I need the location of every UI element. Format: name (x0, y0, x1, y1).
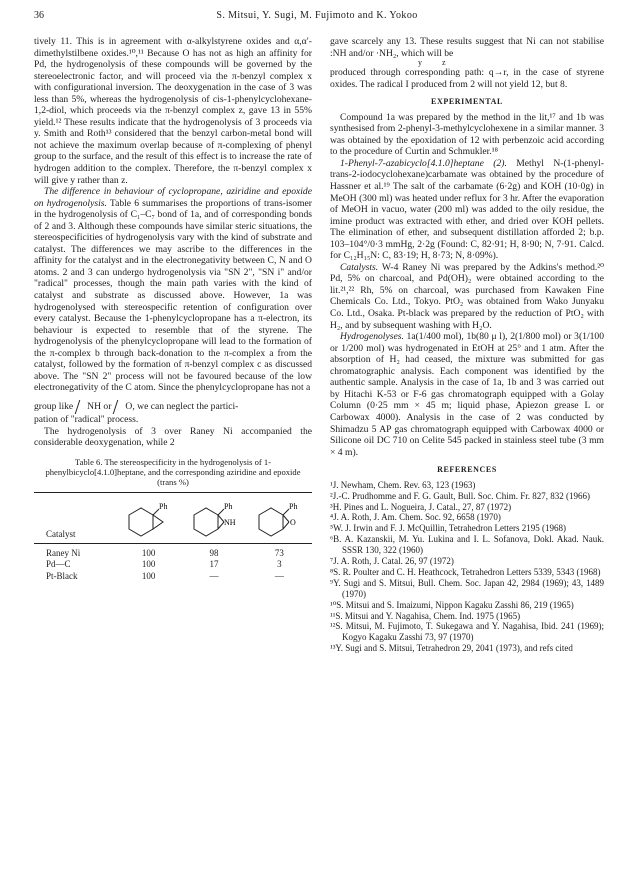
reference-item: ⁷J. A. Roth, J. Catal. 26, 97 (1972) (330, 556, 454, 567)
value-cell: 98 (209, 547, 219, 558)
group-formula-line (34, 400, 312, 414)
table-row (34, 559, 312, 571)
reference-item: ¹³Y. Sugi and S. Mitsui, Tetrahedron 29, 2041 (1973), and refs cited (330, 643, 573, 654)
left-paragraph-2 (34, 186, 312, 394)
structure-epoxide (247, 492, 312, 543)
cyclopropane-structure-icon (121, 501, 177, 541)
group-prefix: group like (34, 401, 74, 413)
table-header-row (34, 492, 312, 543)
value-cell: — (209, 570, 219, 581)
page-number: 36 (34, 10, 44, 21)
left-paragraph-3: The hydrogenolysis of 3 over Raney Ni accompanied the considerable deoxygenation, while 2 (34, 425, 312, 449)
ph-label: Ph (158, 501, 168, 511)
value-cell: 100 (141, 559, 156, 570)
epoxide-structure-icon (251, 501, 307, 541)
page-header (34, 10, 600, 26)
left-column (34, 36, 312, 582)
o-label: O (290, 517, 297, 527)
ph-label: Ph (289, 501, 298, 511)
right-paragraph-1b: produced through corresponding path: q→r, in the case of styrene oxides. The radical I produced from 2 will not yield 12, but 8. (330, 67, 604, 90)
exp-subtitle: Catalysts. (340, 261, 379, 273)
catalyst-cell: Pd—C (46, 559, 71, 570)
value-cell: 3 (277, 559, 282, 570)
reference-item: ¹¹S. Mitsui and Y. Nagahisa, Chem. Ind. 1975 (1965) (330, 610, 521, 621)
table-6 (34, 492, 312, 583)
reference-item: ³H. Pines and L. Nogueira, J. Catal., 27, 87 (1972) (330, 501, 512, 512)
structure-cyclopropane (116, 492, 181, 543)
left-paragraph-2-end: pation of "radical" process. (34, 413, 139, 425)
exp-subtitle: 1-Phenyl-7-azabicyclo[4.1.0]heptane (2). (340, 157, 507, 169)
value-cell: 73 (274, 547, 284, 558)
table-caption: Table 6. The stereospecificity in the hydrogenolysis of 1-phenylbicyclo[4.1.0]heptane, and the corresponding aziridine and epoxide (trans %) (45, 456, 301, 488)
exp-paragraph-2-body: Methyl N-(1-phenyl-trans-2-iodocyclohexane)carbamate was obtained by the procedure of Hassner et al.¹⁹ The salt of the carbamate (6·2g) and KOH (10·0g) in MeOH (300 ml) was heated under reflux for 3 hr. After the evaporation of MeOH in vacuo, water (200 ml) was added to the oily residue, the imine product was extracted with ether, and dried over KOH pellets. The elimination of ether, and subsequent distillation afforded 2; b.p. 103–104°/0·3 mmHg, 2·2g (Found: C, 82·91; H, 8·90; N, 7·91. Calcd. for C₁₂H₁₅N: C, 83·19; H, 8·73; N, 8·09%). (330, 157, 604, 262)
catalyst-cell: Raney Ni (46, 547, 81, 558)
structure-aziridine (181, 492, 246, 543)
running-head-authors: S. Mitsui, Y. Sugi, M. Fujimoto and K. Yokoo (216, 10, 418, 21)
table-header-catalyst: Catalyst (34, 492, 116, 543)
value-cell: 100 (141, 570, 156, 581)
exp-paragraph-4-body: 1a(1/400 mol), 1b(80 μ l), 2(1/800 mol) or 3(1/100 or 1/200 mol) was hydrogenated in EtOH at 25° and 1 atm. After the absorption of H₂ had ceased, the mixture was submitted for gas chromatographic analysis. Each component was identified by the authentic sample. Analysis in the case of 1a, 1b and 3 was carried out by Hitachi K-53 or F-6 gas chromatograph equipped with a Golay Column (0·25 mm × 45 m; liquid phase, Apiezon grease L or Carbowax 4000). Analysis in the case of 2 was conducted by Shimadzu 5 AP gas chromatograph equipped with Carbowax 4000 or Silicone oil DC 710 on Celite 545 packed in stainless steel tube (3 mm × 4 m). (330, 331, 604, 458)
reference-item: ⁴J. A. Roth, J. Am. Chem. Soc. 92, 6658 (1970) (330, 512, 501, 523)
right-paragraph-1: gave scarcely any 13. These results suggest that Ni can not stabilise :NH and/or ·NH₂, which will be (330, 36, 604, 59)
value-cell: 100 (141, 547, 156, 558)
ph-label: Ph (223, 501, 233, 511)
left-paragraph-2-body: Table 6 summarises the proportions of trans-isomer in the hydrogenolysis of C₁–C₇ bond of 1a, and of corresponding bonds of 2 and 3. Although these compounds have similar steric situations, the stereospecificities of hydrogenolysis vary with the kind of substrate and catalyst. The differences we may ascribe to the differences in the affinity for the catalyst and in the electronegativity between C, N and O atoms. 2 and 3 can undergo hydrogenolysis via "SN 2", "SN i" and/or "radical" processes, though the main path varies with the kind of catalyst and substrate as discussed above. However, 1a was hydrogenolysed with stereospecific retention of configuration over every catalyst. Because the 1-phenylcyclopropane has a π-electron, its behaviour is expected to resemble that of the styrene. The hydrogenolysis of the phenylcyclopropane will lead to the formation of the π-complex b through back-donation to the π-complex a from the catalyst, followed by the formation of π-benzyl complex c as discussed above. The "SN 2" process will not be favoured because of the low electronegativity of the C atom. Since the phenylcyclopropane has not a (34, 197, 312, 394)
table-row (34, 571, 312, 583)
references-heading: REFERENCES (437, 465, 497, 475)
value-cell: 17 (209, 559, 219, 570)
table-row (34, 543, 312, 559)
right-column (330, 36, 604, 654)
reference-item: ⁶B. A. Kazanskii, M. Yu. Lukina and I. L. Sofanova, Dokl. Akad. Nauk. SSSR 130, 322 (1960) (330, 534, 604, 556)
reference-item: ¹²S. Mitsui, M. Fujimoto, T. Sukegawa and Y. Nagahisa, Ibid. 241 (1969); Kogyo Kagaku Zasshi 73, 97 (1970) (330, 621, 604, 643)
reference-item: ⁸S. R. Poulter and C. H. Heathcock, Tetrahedron Letters 5339, 5343 (1968) (330, 566, 601, 577)
exp-subtitle: Hydrogenolyses. (340, 331, 404, 343)
reference-item: ¹J. Newham, Chem. Rev. 63, 123 (1963) (330, 479, 476, 490)
reference-item: ²J.-C. Prudhomme and F. G. Gault, Bull. Soc. Chim. Fr. 827, 832 (1966) (330, 490, 590, 501)
exp-paragraph-1: Compound 1a was prepared by the method in the lit,¹⁷ and 1b was synthesised from 2-phenyl-3-methylcyclohexene in a similar manner. 3 was obtained by the epoxidation of 12 with perbenzoic acid according to the procedure of Curtin and Schmukler.¹⁸ (330, 111, 604, 158)
group-o: O, we can neglect the partici- (125, 401, 239, 413)
reference-item: ⁹Y. Sugi and S. Mitsui, Bull. Chem. Soc. Japan 42, 2984 (1969); 43, 1489 (1970) (330, 577, 604, 599)
catalyst-cell: Pt-Black (46, 570, 78, 581)
exp-paragraph-3-body: W-4 Raney Ni was prepared by the Adkins's method.²⁰ Pd, 5% on charcoal, and Pd(OH)₂ were obtained according to the lit.²¹,²² Rh, 5% on charcoal, was purchased from Kawaken Fine Chemicals Co. Ltd., Tokyo. PtO₂ was obtained from Wako Junyaku Co. Ltd., Osaka. Pt-black was prepared by the reduction of PtO₂ with H₂, and by subsequent washing with H₂O. (330, 261, 604, 331)
left-paragraph-1: tively 11. This is in agreement with α-alkylstyrene oxides and α,α′-dimethylstilbene oxides.¹⁰,¹¹ Because O has not as high an affinity for Pd, the hydrogenolysis of these compounds will be governed by the stereoelectronic factor, and will proceed via the π-benzyl complex x with configurational inversion. The deoxygenation in the case of 3 was less than 5%, whereas the hydrogenolysis of cis-1-phenylcyclohexane-1,2-diol, which proceeds via the π-benzyl complex z, gave 13 in 55% yield.¹² These results indicate that the hydrogenolysis of 3 proceeds via y. Smith and Roth¹³ considered that the benzyl carbon-metal bond will not achieve the maximum overlap because of π-complexing of phenyl group to the surface, and the result of this effect is to increase the rate of hydrogen addition to the complex. Therefore, the π-benzyl complex x will give y rather than z. (34, 36, 312, 186)
subsection-title: The difference in behaviour of cyclopropane, aziridine and epoxide on hydrogenolysis. (34, 186, 312, 209)
exp-paragraph-3 (330, 262, 604, 331)
experimental-heading: EXPERIMENTAL (431, 97, 503, 107)
exp-paragraph-4 (330, 331, 604, 458)
pathway-markers: y z (418, 58, 446, 68)
group-nh: NH or (87, 401, 112, 413)
reference-item: ⁵W. J. Irwin and F. J. McQuillin, Tetrahedron Letters 2195 (1968) (330, 523, 566, 534)
reference-list (330, 480, 604, 655)
nh-label: NH (223, 517, 236, 527)
exp-paragraph-2 (330, 158, 604, 262)
aziridine-structure-icon (186, 501, 242, 541)
reference-item: ¹⁰S. Mitsui and S. Imaizumi, Nippon Kagaku Zasshi 86, 219 (1965) (330, 599, 574, 610)
value-cell: — (274, 570, 284, 581)
